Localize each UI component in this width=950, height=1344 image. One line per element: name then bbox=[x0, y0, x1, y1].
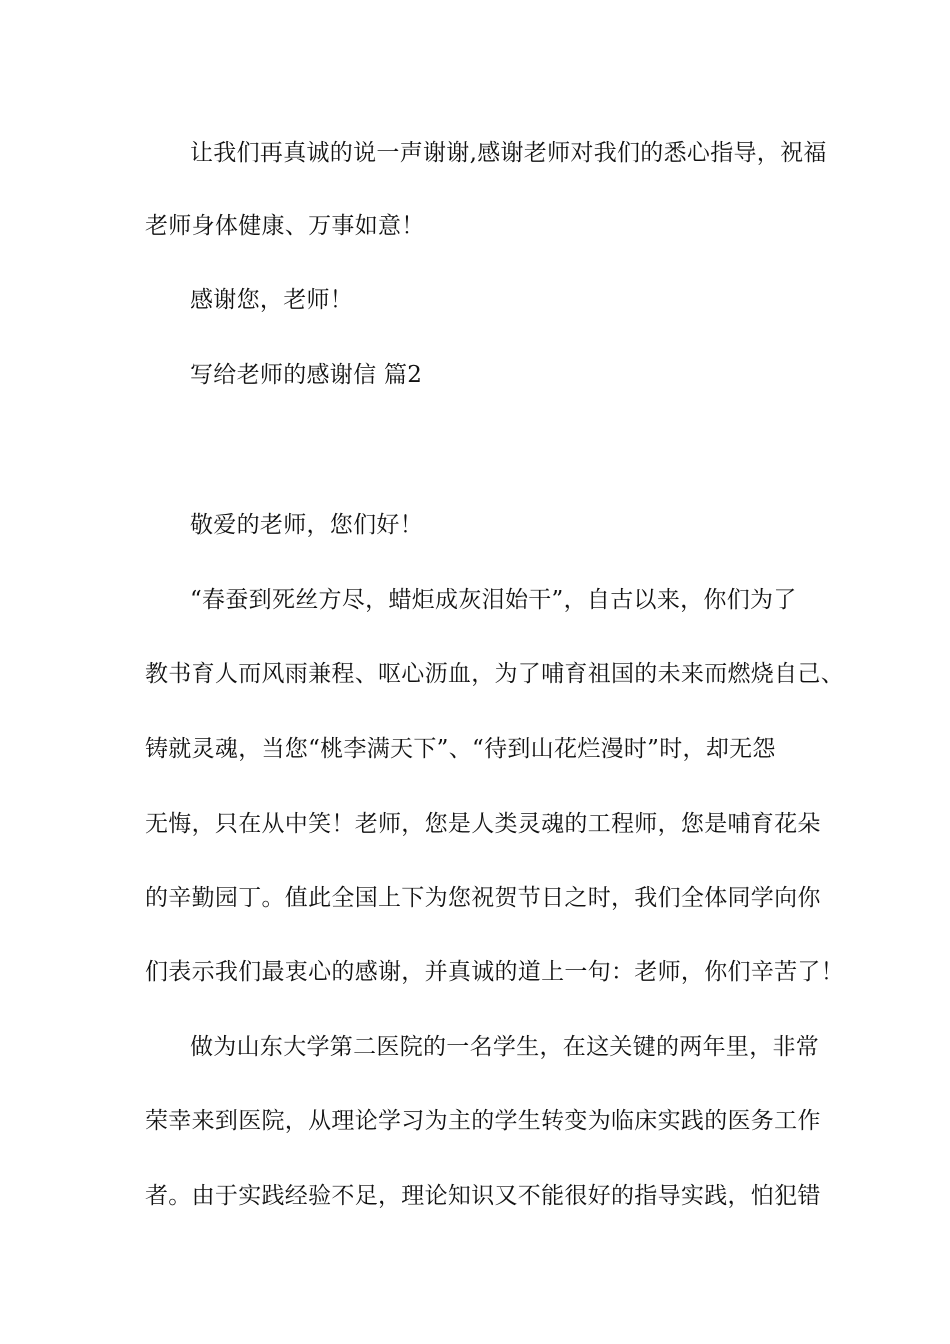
text-line: “春蚕到死丝方尽，蜡炬成灰泪始干”，自古以来，你们为了 bbox=[190, 587, 797, 613]
text-line: 做为山东大学第二医院的一名学生，在这关键的两年里，非常 bbox=[190, 1034, 820, 1060]
text-line: 让我们再真诚的说一声谢谢,感谢老师对我们的悉心指导，祝福 bbox=[190, 140, 827, 166]
salutation: 敬爱的老师，您们好！ bbox=[190, 512, 423, 538]
text-line: 者。由于实践经验不足，理论知识又不能很好的指导实践，怕犯错 bbox=[145, 1183, 821, 1209]
text-line: 们表示我们最衷心的感谢，并真诚的道上一句：老师，你们辛苦了！ bbox=[145, 959, 844, 985]
section-heading: 写给老师的感谢信 篇2 bbox=[190, 362, 423, 388]
text-line: 老师身体健康、万事如意！ bbox=[145, 213, 425, 239]
text-line: 荣幸来到医院，从理论学习为主的学生转变为临床实践的医务工作 bbox=[145, 1108, 821, 1134]
text-line: 铸就灵魂，当您“桃李满天下”、“待到山花烂漫时”时，却无怨 bbox=[145, 736, 776, 762]
text-line: 感谢您，老师！ bbox=[190, 287, 354, 313]
text-line: 的辛勤园丁。值此全国上下为您祝贺节日之时，我们全体同学向你 bbox=[145, 885, 821, 911]
text-line: 教书育人而风雨兼程、呕心沥血，为了哺育祖国的未来而燃烧自己、 bbox=[145, 661, 844, 687]
text-line: 无悔，只在从中笑！老师，您是人类灵魂的工程师，您是哺育花朵 bbox=[145, 811, 821, 837]
